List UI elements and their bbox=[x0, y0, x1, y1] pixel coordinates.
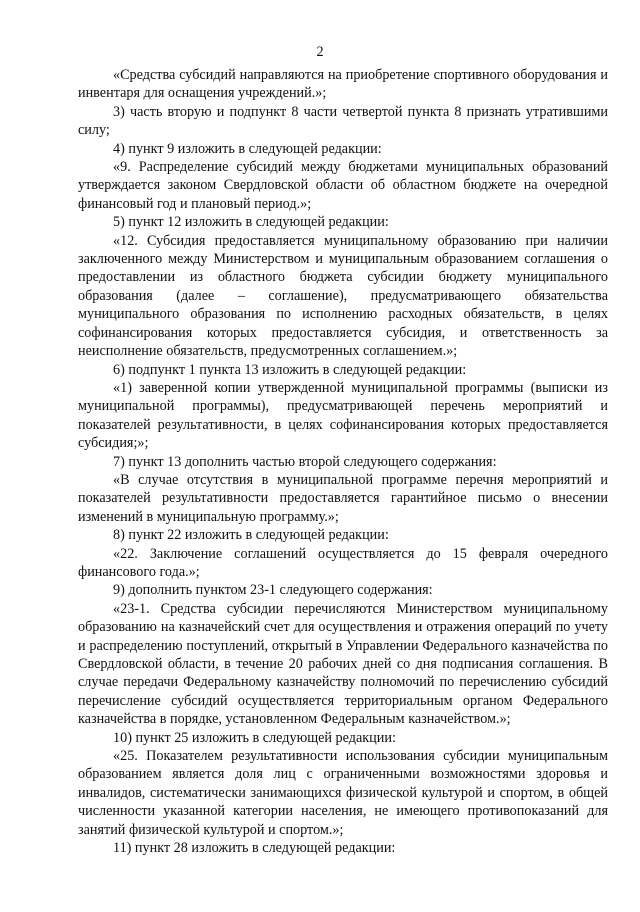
paragraph-5: 5) пункт 12 изложить в следующей редакции: bbox=[113, 214, 389, 231]
paragraph-14: «23-1. Средства субсидии перечисляются Министерством муниципальному образованию на казначейский счет для осуществления и отражения операций по учету и распределению поступлений, открытый в Управлении Федерального казначейства по Свердловской области, в течение 20 рабочих дней со дня подписания соглашения. В случае передачи Федеральному казначейству полномочий по перечислению субсидий перечисление субсидий осуществляется территориальным органом Федерального казначейства в порядке, установленном Федеральным казначейством.»; bbox=[78, 600, 608, 728]
paragraph-1: «Средства субсидий направляются на приобретение спортивного оборудования и инвентаря для оснащения учреждений.»; bbox=[78, 67, 608, 102]
paragraph-17: 11) пункт 28 изложить в следующей редакции: bbox=[113, 840, 396, 857]
paragraph-2: 3) часть вторую и подпункт 8 части четвертой пункта 8 признать утратившими силу; bbox=[78, 103, 608, 139]
paragraph-4: «9. Распределение субсидий между бюджетами муниципальных образований утверждается законом Свердловской области об областном бюджете на очередной финансовый год и плановый период.»; bbox=[78, 159, 608, 212]
document-body bbox=[78, 66, 608, 857]
paragraph-16: «25. Показателем результативности использования субсидии муниципальным образованием является доля лиц с ограниченными возможностями здоровья и инвалидов, систематически занимающихся физической культурой и спортом, в общей численности указанной категории населения, не имеющего противопоказаний для занятий физической культурой и спортом.»; bbox=[78, 748, 608, 838]
paragraph-9: 7) пункт 13 дополнить частью второй следующего содержания: bbox=[113, 453, 497, 470]
paragraph-6: «12. Субсидия предоставляется муниципальному образованию при наличии заключенного между Министерством и муниципальным образованием соглашения о предоставлении из областного бюджета субсидии бюджету муниципального образования (далее – соглашение), предусматривающего обязательства муниципального образования по исполнению расходных обязательств, в целях софинансирования которых предоставляется субсидия, и ответственность за неисполнение обязательств, предусмотренных соглашением.»; bbox=[78, 232, 608, 360]
paragraph-12: «22. Заключение соглашений осуществляется до 15 февраля очередного финансового года.»; bbox=[78, 545, 608, 580]
paragraph-15: 10) пункт 25 изложить в следующей редакции: bbox=[113, 729, 396, 746]
paragraph-7: 6) подпункт 1 пункта 13 изложить в следующей редакции: bbox=[113, 361, 467, 378]
paragraph-8: «1) заверенной копии утвержденной муниципальной программы (выписки из муниципальной программы), предусматривающей перечень мероприятий и показателей результативности, в целях софинансирования которых предоставляется субсидия;»; bbox=[78, 379, 608, 452]
paragraph-3: 4) пункт 9 изложить в следующей редакции: bbox=[113, 140, 382, 157]
paragraph-11: 8) пункт 22 изложить в следующей редакции: bbox=[113, 527, 389, 544]
paragraph-13: 9) дополнить пунктом 23-1 следующего содержания: bbox=[113, 582, 433, 599]
paragraph-10: «В случае отсутствия в муниципальной программе перечня мероприятий и показателей результативности предоставляется гарантийное письмо о внесении изменений в муниципальную программу.»; bbox=[78, 471, 608, 525]
page-number: 2 bbox=[316, 44, 324, 60]
